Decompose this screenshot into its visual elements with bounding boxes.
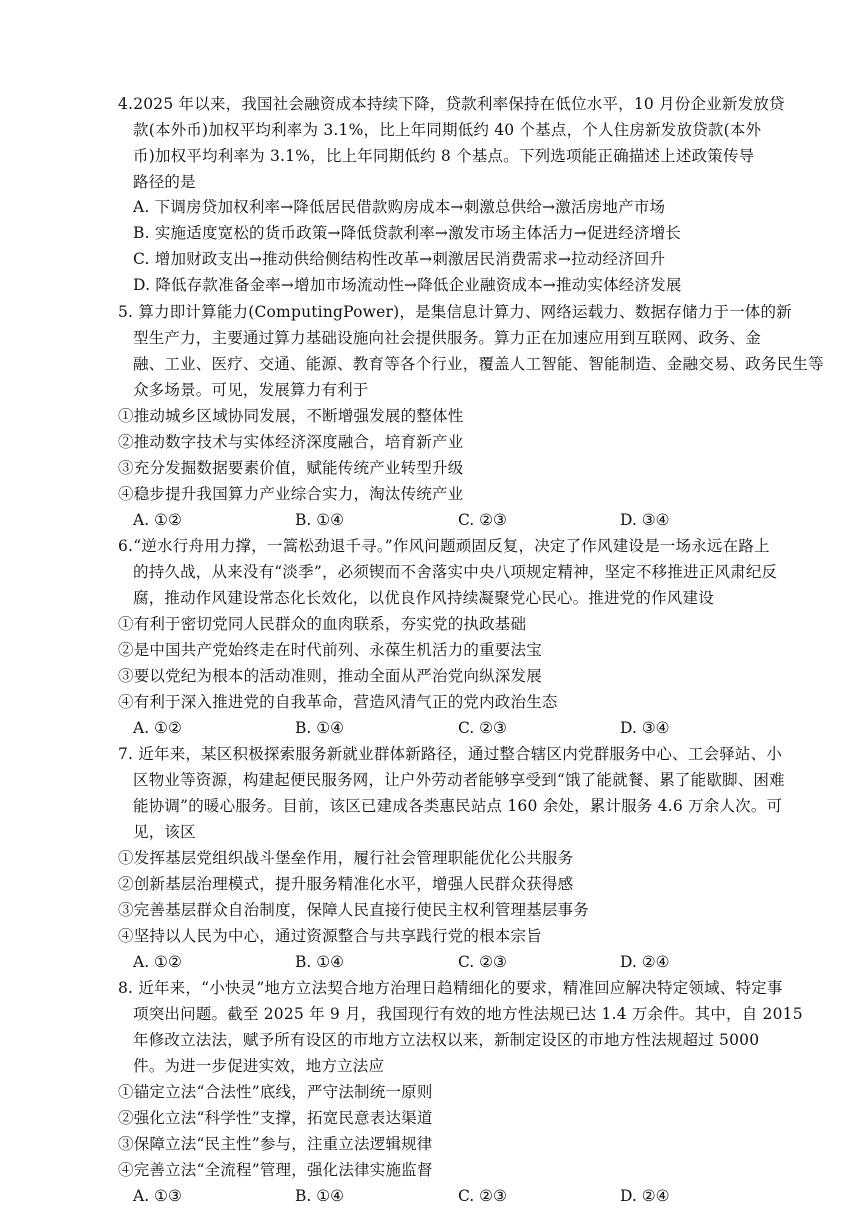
- q7-item: ①发挥基层党组织战斗堡垒作用，履行社会管理职能优化公共服务: [118, 849, 574, 867]
- q8-choice-d: D. ②④: [620, 1187, 670, 1205]
- q4-stem-line: 4.2025 年以来，我国社会融资成本持续下降，贷款利率保持在低位水平，10 月份企业新发放贷: [118, 95, 785, 113]
- q8-item: ④完善立法“全流程”管理，强化法律实施监督: [118, 1161, 433, 1179]
- q5-item: ③充分发掘数据要素价值，赋能传统产业转型升级: [118, 459, 464, 477]
- q4-option-b: B. 实施适度宽松的货币政策→降低贷款利率→激发市场主体活力→促进经济增长: [133, 224, 682, 242]
- q7-stem-line: 7. 近年来，某区积极探索服务新就业群体新路径，通过整合辖区内党群服务中心、工会驿站、小: [118, 745, 783, 763]
- q8-item: ③保障立法“民主性”参与，注重立法逻辑规律: [118, 1135, 433, 1153]
- q6-item: ①有利于密切党同人民群众的血肉联系，夯实党的执政基础: [118, 615, 527, 633]
- q5-item: ②推动数字技术与实体经济深度融合，培育新产业: [118, 433, 464, 451]
- q7-stem-line: 区物业等资源，构建起便民服务网，让户外劳动者能够享受到“饿了能就餐、累了能歇脚、困难: [133, 771, 785, 789]
- q5-item: ①推动城乡区域协同发展，不断增强发展的整体性: [118, 407, 464, 425]
- q7-choice-b: B. ①④: [295, 953, 345, 971]
- q5-item: ④稳步提升我国算力产业综合实力，淘汰传统产业: [118, 485, 464, 503]
- q8-choice-b: B. ①④: [295, 1187, 345, 1205]
- q4-option-c: C. 增加财政支出→推动供给侧结构性改革→刺激居民消费需求→拉动经济回升: [133, 250, 666, 268]
- q5-choice-d: D. ③④: [620, 511, 670, 529]
- q6-stem-line: 的持久战，从来没有“淡季”，必须锲而不舍落实中央八项规定精神，坚定不移推进正风肃纪反: [133, 563, 778, 581]
- q6-item: ④有利于深入推进党的自我革命，营造风清气正的党内政治生态: [118, 693, 558, 711]
- q6-choice-a: A. ①②: [133, 719, 182, 737]
- q6-stem-line: 6.“逆水行舟用力撑，一篙松劲退千寻。”作风问题顽固反复，决定了作风建设是一场永远在路上: [118, 537, 770, 555]
- q7-item: ②创新基层治理模式，提升服务精准化水平，增强人民群众获得感: [118, 875, 574, 893]
- q6-choice-c: C. ②③: [458, 719, 507, 737]
- q5-choice-b: B. ①④: [295, 511, 345, 529]
- q6-stem-line: 腐，推动作风建设常态化长效化，以优良作风持续凝聚党心民心。推进党的作风建设: [133, 589, 714, 607]
- q8-stem-line: 年修改立法法，赋予所有设区的市地方立法权以来，新制定设区的市地方性法规超过 5000: [133, 1031, 760, 1049]
- q5-choice-a: A. ①②: [133, 511, 182, 529]
- q6-choice-b: B. ①④: [295, 719, 345, 737]
- q7-item: ④坚持以人民为中心，通过资源整合与共享践行党的根本宗旨: [118, 927, 542, 945]
- q5-stem-line: 5. 算力即计算能力(ComputingPower)，是集信息计算力、网络运载力、数据存储力于一体的新: [118, 303, 792, 321]
- q7-choice-c: C. ②③: [458, 953, 507, 971]
- q8-stem-line: 件。为进一步促进实效，地方立法应: [133, 1057, 385, 1075]
- q5-stem-line: 众多场景。可见，发展算力有利于: [133, 381, 369, 399]
- q7-choice-a: A. ①②: [133, 953, 182, 971]
- q7-choice-d: D. ②④: [620, 953, 670, 971]
- q4-option-d: D. 降低存款准备金率→增加市场流动性→降低企业融资成本→推动实体经济发展: [133, 276, 682, 294]
- q4-stem-line: 币)加权平均利率为 3.1%，比上年同期低约 8 个基点。下列选项能正确描述上述政策传导: [133, 147, 755, 165]
- q6-item: ③要以党纪为根本的活动准则，推动全面从严治党向纵深发展: [118, 667, 542, 685]
- q8-stem-line: 项突出问题。截至 2025 年 9 月，我国现行有效的地方性法规已达 1.4 万余件。其中，自 2015: [133, 1005, 803, 1023]
- q5-stem-line: 融、工业、医疗、交通、能源、教育等各个行业，覆盖人工智能、智能制造、金融交易、政务民生等: [133, 355, 824, 373]
- q7-item: ③完善基层群众自治制度，保障人民直接行使民主权利管理基层事务: [118, 901, 590, 919]
- q7-stem-line: 能协调”的暖心服务。目前，该区已建成各类惠民站点 160 余处，累计服务 4.6 万余人次。可: [133, 797, 783, 815]
- q8-item: ①锚定立法“合法性”底线，严守法制统一原则: [118, 1083, 433, 1101]
- q4-stem-line: 款(本外币)加权平均利率为 3.1%，比上年同期低约 40 个基点，个人住房新发放贷款(本外: [133, 121, 762, 139]
- q6-choice-d: D. ③④: [620, 719, 670, 737]
- q6-item: ②是中国共产党始终走在时代前列、永葆生机活力的重要法宝: [118, 641, 542, 659]
- q7-stem-line: 见，该区: [133, 823, 196, 841]
- q5-choice-c: C. ②③: [458, 511, 507, 529]
- q5-stem-line: 型生产力，主要通过算力基础设施向社会提供服务。算力正在加速应用到互联网、政务、金: [133, 329, 762, 347]
- q8-item: ②强化立法“科学性”支撑，拓宽民意表达渠道: [118, 1109, 433, 1127]
- q8-stem-line: 8. 近年来，“小快灵”地方立法契合地方治理日趋精细化的要求，精准回应解决特定领域、特定事: [118, 979, 783, 997]
- q4-option-a: A. 下调房贷加权利率→降低居民借款购房成本→刺激总供给→激活房地产市场: [133, 198, 666, 216]
- q4-stem-line: 路径的是: [133, 173, 196, 191]
- q8-choice-c: C. ②③: [458, 1187, 507, 1205]
- q8-choice-a: A. ①③: [133, 1187, 182, 1205]
